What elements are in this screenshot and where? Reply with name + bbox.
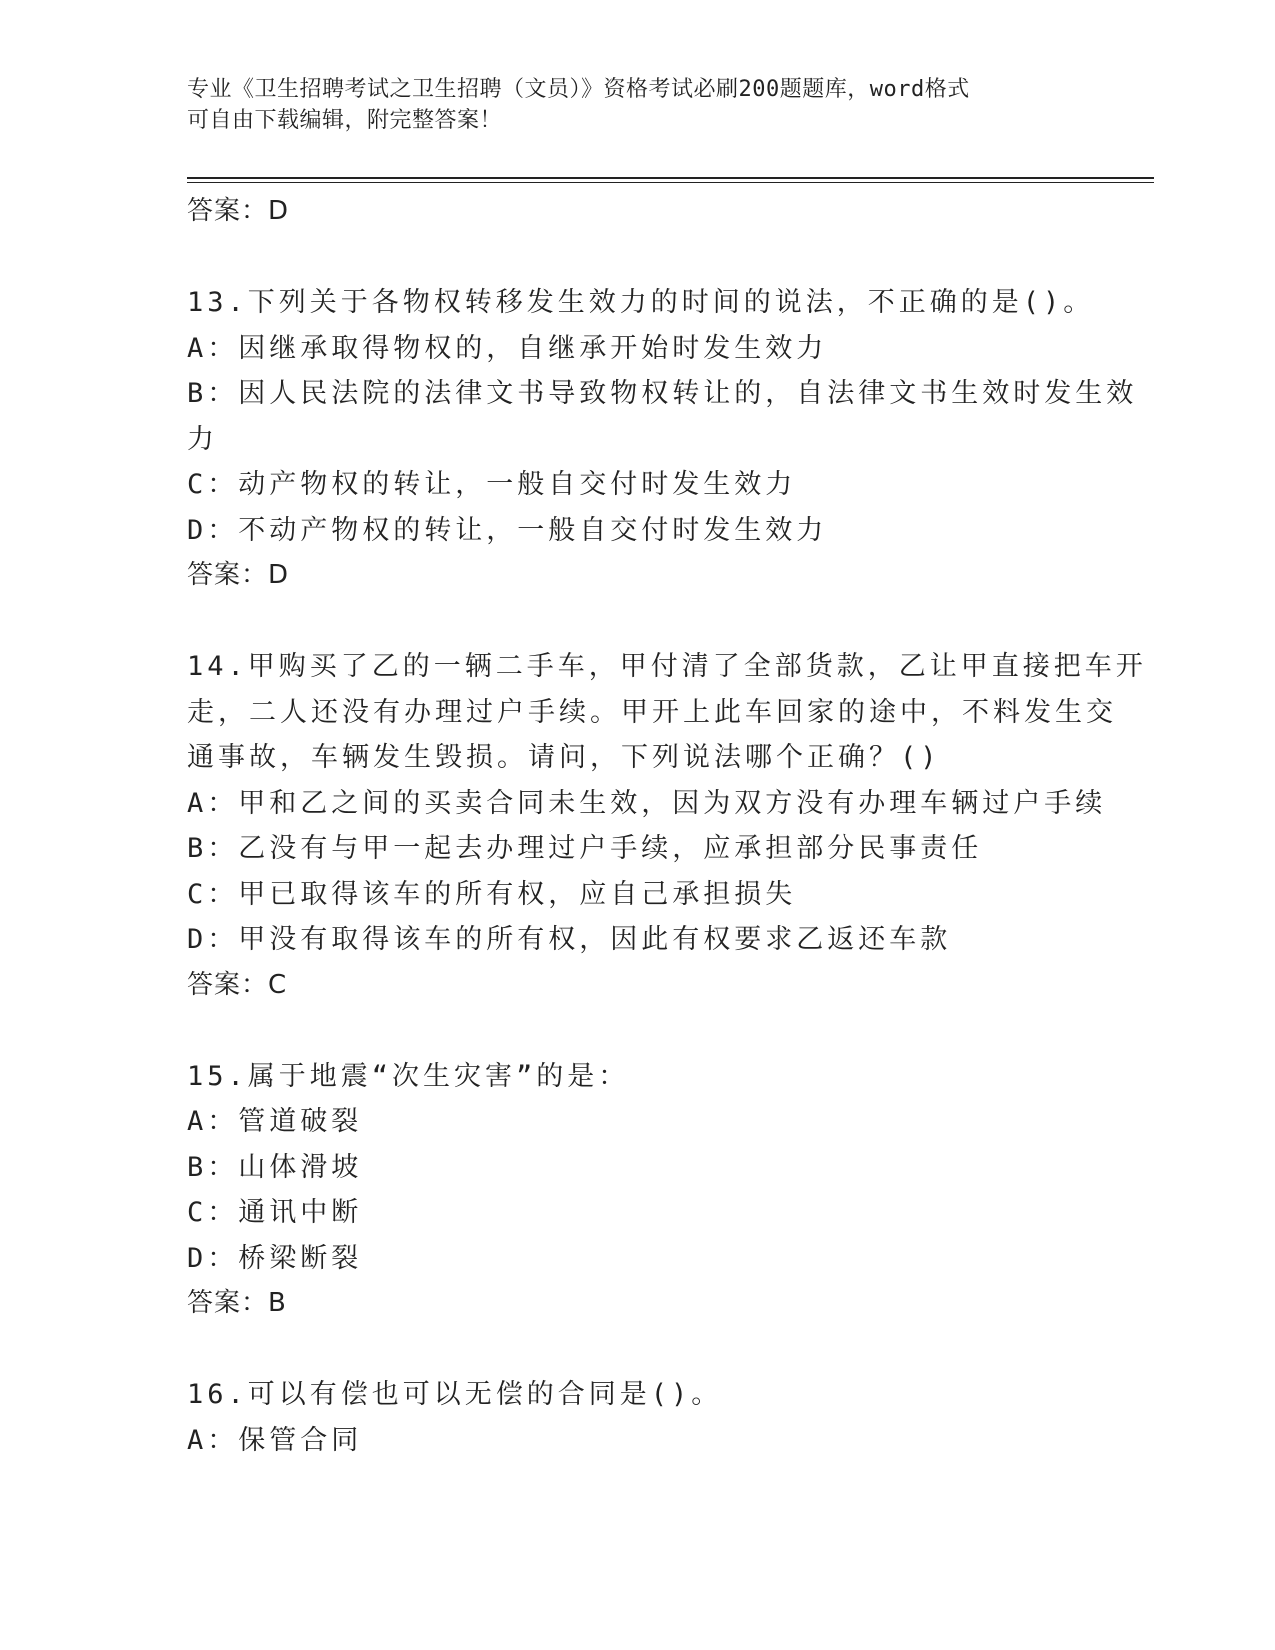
option-a: A：管道破裂 xyxy=(187,1106,363,1137)
option-d: D：不动产物权的转让，一般自交付时发生效力 xyxy=(187,514,828,546)
answer-line: 答案：D xyxy=(187,560,290,590)
option-d: D：桥梁断裂 xyxy=(187,1242,363,1274)
spacer xyxy=(187,1327,1087,1373)
question-text: 16.可以有偿也可以无偿的合同是()。 xyxy=(187,1379,723,1410)
option-a: A：因继承取得物权的，自继承开始时发生效力 xyxy=(187,332,828,364)
option-c: C：动产物权的转让，一般自交付时发生效力 xyxy=(187,469,797,500)
question-text: 15.属于地震“次生灾害”的是： xyxy=(187,1060,630,1092)
spacer xyxy=(187,235,1087,281)
page-content xyxy=(187,189,1147,1463)
header-rule-thin xyxy=(187,182,1154,183)
answer-line: 答案：B xyxy=(187,1288,287,1318)
question-16 xyxy=(187,1372,1087,1463)
option-b-continued: 力 xyxy=(187,423,218,455)
question-text-line-3: 通事故，车辆发生毁损。请问，下列说法哪个正确？() xyxy=(187,742,941,773)
option-b: B：山体滑坡 xyxy=(187,1151,363,1183)
option-a: A：保管合同 xyxy=(187,1424,363,1456)
page-header xyxy=(187,74,1087,136)
option-a: A：甲和乙之间的买卖合同未生效，因为双方没有办理车辆过户手续 xyxy=(187,787,1107,819)
option-c: C：通讯中断 xyxy=(187,1197,363,1228)
header-line-2: 可自由下载编辑，附完整答案！ xyxy=(187,108,503,133)
question-14 xyxy=(187,644,1147,1008)
question-text-line-1: 14.甲购买了乙的一辆二手车，甲付清了全部货款，乙让甲直接把车开 xyxy=(187,651,1147,682)
spacer xyxy=(187,1008,1087,1054)
answer-line: 答案：D xyxy=(187,196,290,226)
header-line-1: 专业《卫生招聘考试之卫生招聘（文员）》资格考试必刷200题题库，word格式 xyxy=(187,77,970,102)
question-13 xyxy=(187,280,1138,599)
option-c: C：甲已取得该车的所有权，应自己承担损失 xyxy=(187,878,797,910)
question-15 xyxy=(187,1054,1087,1327)
option-b: B：乙没有与甲一起去办理过户手续，应承担部分民事责任 xyxy=(187,833,983,864)
option-d: D：甲没有取得该车的所有权，因此有权要求乙返还车款 xyxy=(187,924,952,955)
header-rule-thick xyxy=(187,177,1154,179)
question-text: 13.下列关于各物权转移发生效力的时间的说法，不正确的是()。 xyxy=(187,287,1095,318)
answer-line: 答案：C xyxy=(187,969,288,1000)
question-text-line-2: 走，二人还没有办理过户手续。甲开上此车回家的途中，不料发生交 xyxy=(187,696,1117,728)
spacer xyxy=(187,599,1087,645)
option-b: B：因人民法院的法律文书导致物权转让的，自法律文书生效时发生效 xyxy=(187,378,1138,409)
